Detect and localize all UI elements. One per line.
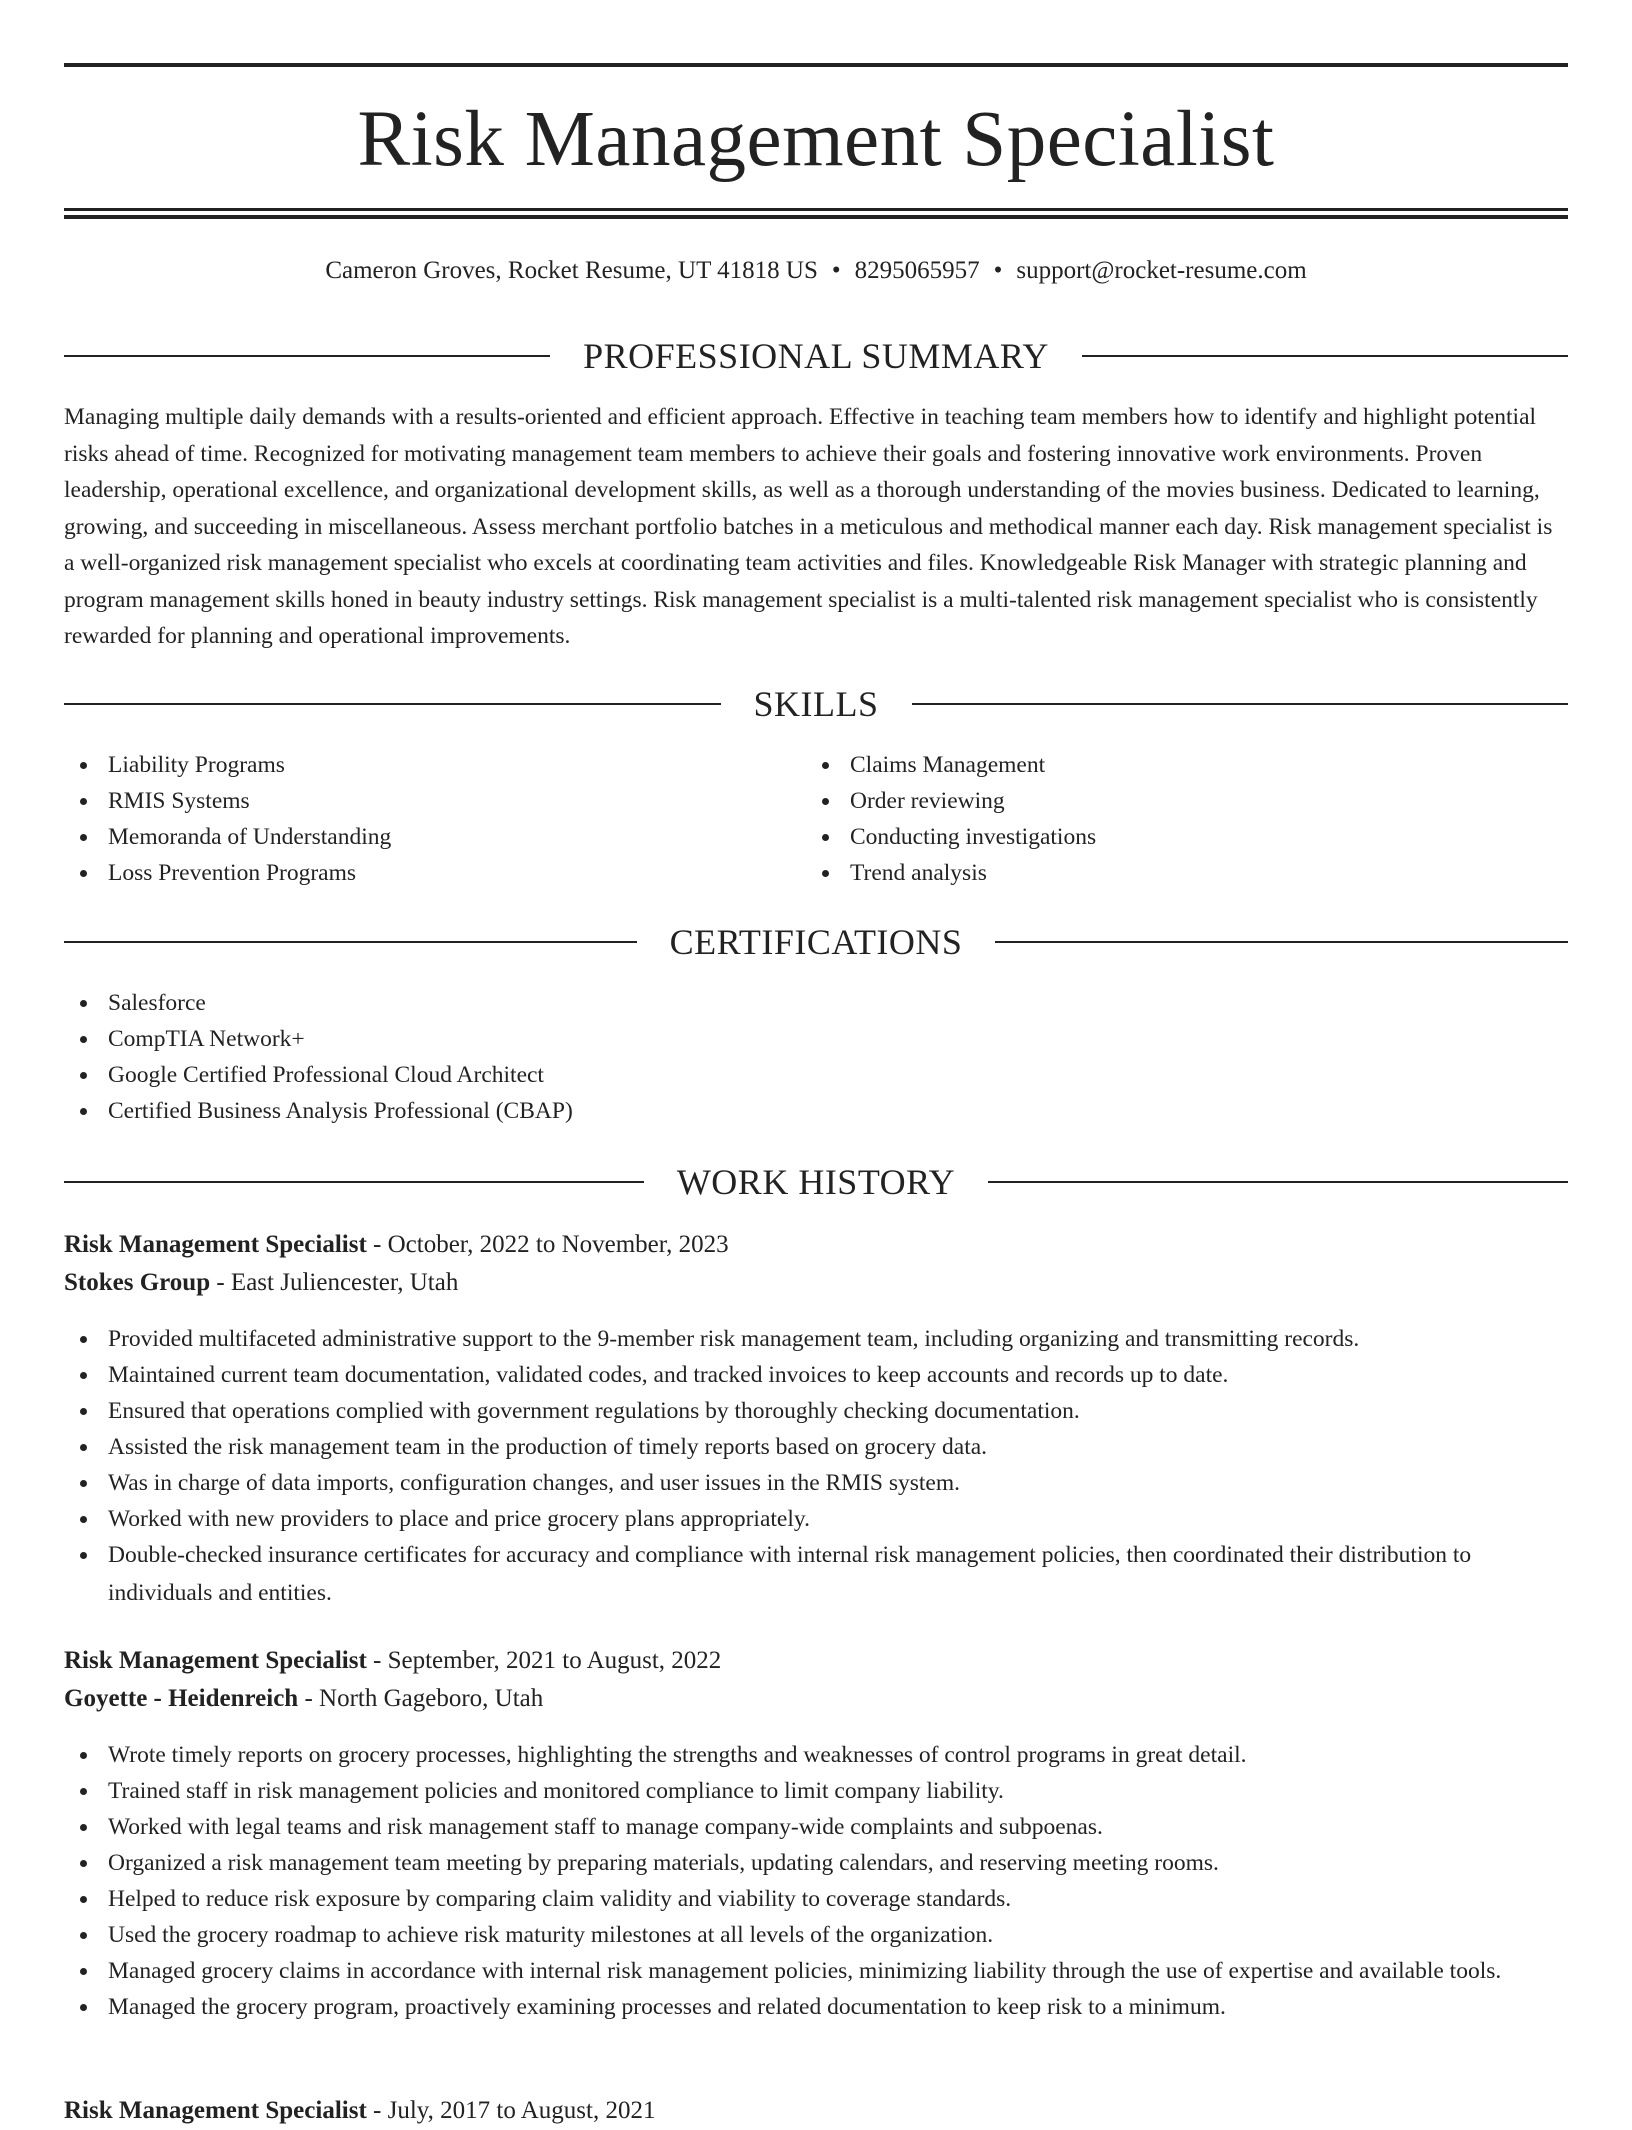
job-company: Stokes Group xyxy=(64,1269,211,1296)
certification-item: CompTIA Network+ xyxy=(64,1021,1568,1057)
contact-separator: • xyxy=(831,257,841,284)
certification-item: Certified Business Analysis Professional (CBAP) xyxy=(64,1093,1568,1129)
contact-email: support@rocket-resume.com xyxy=(1016,257,1307,284)
resume-title: Risk Management Specialist xyxy=(357,96,1275,183)
summary-heading-label: PROFESSIONAL SUMMARY xyxy=(583,336,1049,376)
contact-line xyxy=(64,252,1568,290)
job-company-line xyxy=(64,1680,1568,1718)
job-duty: Trained staff in risk management policies and monitored compliance to limit company liability. xyxy=(64,1773,1568,1809)
job-duty: Managed the grocery program, proactively examining processes and related documentation to keep risk to a minimum. xyxy=(64,1989,1568,2025)
heading-rule-right xyxy=(995,941,1568,943)
job-duty: Used the grocery roadmap to achieve risk maturity milestones at all levels of the organization. xyxy=(64,1917,1568,1953)
summary-text: Managing multiple daily demands with a results-oriented and efficient approach. Effective in teaching team members how to identify and highlight potential risks ahead of time. Recognized for motivating management team members to achieve their goals and fostering innovative work environments. Proven leadership, operational excellence, and organizational development skills, as well as a thorough understanding of the movies business. Dedicated to learning, growing, and succeeding in miscellaneous. Assess merchant portfolio batches in a meticulous and methodical manner each day. Risk management specialist is a well-organized risk management specialist who excels at coordinating team activities and files. Knowledgeable Risk Manager with strategic planning and program management skills honed in beauty industry settings. Risk management specialist is a multi-talented risk management specialist who is consistently rewarded for planning and operational improvements. xyxy=(64,404,1553,649)
heading-rule-right xyxy=(912,703,1569,705)
skill-item: Memoranda of Understanding xyxy=(64,819,764,855)
job-duty: Maintained current team documentation, validated codes, and tracked invoices to keep accounts and records up to date. xyxy=(64,1357,1568,1393)
job-duty: Assisted the risk management team in the production of timely reports based on grocery data. xyxy=(64,1429,1568,1465)
contact-address: Cameron Groves, Rocket Resume, UT 41818 US xyxy=(325,257,818,284)
job-duty: Wrote timely reports on grocery processes, highlighting the strengths and weaknesses of control programs in great detail. xyxy=(64,1737,1568,1773)
job-dates: - October, 2022 to November, 2023 xyxy=(366,1231,729,1258)
heading-rule-left xyxy=(64,703,721,705)
job-title-line xyxy=(64,1642,1568,1680)
contact-phone: 8295065957 xyxy=(854,257,980,284)
job-location: - North Gageboro, Utah xyxy=(298,1685,544,1712)
skills-list-left xyxy=(64,747,764,891)
skill-item: Order reviewing xyxy=(806,783,1506,819)
skill-item: Trend analysis xyxy=(806,855,1506,891)
job-duty: Ensured that operations complied with government regulations by thoroughly checking documentation. xyxy=(64,1393,1568,1429)
certifications-heading xyxy=(64,920,1568,964)
skill-item: Conducting investigations xyxy=(806,819,1506,855)
job-title: Risk Management Specialist xyxy=(64,1647,367,1674)
job-duty: Helped to reduce risk exposure by comparing claim validity and viability to coverage standards. xyxy=(64,1881,1568,1917)
skills-list-right xyxy=(806,747,1506,891)
certifications-list xyxy=(64,985,1568,1129)
job-company-line xyxy=(64,1264,1568,1302)
job-duty: Organized a risk management team meeting by preparing materials, updating calendars, and reserving meeting rooms. xyxy=(64,1845,1568,1881)
job-duty: Worked with legal teams and risk management staff to manage company-wide complaints and subpoenas. xyxy=(64,1809,1568,1845)
job-duty: Double-checked insurance certificates for accuracy and compliance with internal risk management policies, then coordinated their distribution to individuals and entities. xyxy=(64,1537,1568,1612)
job-title: Risk Management Specialist xyxy=(64,1231,367,1258)
job-title-line xyxy=(64,2092,1568,2130)
summary-heading xyxy=(64,334,1568,378)
top-rule xyxy=(64,63,1568,67)
certifications-heading-label: CERTIFICATIONS xyxy=(669,922,963,962)
job-dates: - July, 2017 to August, 2021 xyxy=(366,2097,656,2124)
heading-rule-left xyxy=(64,941,637,943)
title-rule-upper xyxy=(64,208,1568,211)
heading-rule-right xyxy=(1082,355,1568,357)
job-location: - East Juliencester, Utah xyxy=(210,1269,459,1296)
skill-item: RMIS Systems xyxy=(64,783,764,819)
job-duties-list xyxy=(64,1321,1568,1612)
certification-item: Salesforce xyxy=(64,985,1568,1021)
job-duty: Managed grocery claims in accordance with internal risk management policies, minimizing liability through the use of expertise and available tools. xyxy=(64,1953,1568,1989)
skills-heading xyxy=(64,682,1568,726)
job-dates: - September, 2021 to August, 2022 xyxy=(366,1647,722,1674)
contact-separator: • xyxy=(993,257,1003,284)
job-title: Risk Management Specialist xyxy=(64,2097,367,2124)
heading-rule-right xyxy=(988,1181,1568,1183)
job-duty: Was in charge of data imports, configuration changes, and user issues in the RMIS system. xyxy=(64,1465,1568,1501)
certification-item: Google Certified Professional Cloud Architect xyxy=(64,1057,1568,1093)
job-duties-list xyxy=(64,1737,1568,2025)
skills-heading-label: SKILLS xyxy=(753,684,879,724)
skill-item: Loss Prevention Programs xyxy=(64,855,764,891)
job-duty: Worked with new providers to place and price grocery plans appropriately. xyxy=(64,1501,1568,1537)
heading-rule-left xyxy=(64,1181,644,1183)
job-duty: Provided multifaceted administrative support to the 9-member risk management team, including organizing and transmitting records. xyxy=(64,1321,1568,1357)
work-history-heading xyxy=(64,1160,1568,1204)
heading-rule-left xyxy=(64,355,550,357)
job-title-line xyxy=(64,1226,1568,1264)
job-company: Goyette - Heidenreich xyxy=(64,1685,299,1712)
title-rule-lower xyxy=(64,215,1568,219)
skill-item: Liability Programs xyxy=(64,747,764,783)
skill-item: Claims Management xyxy=(806,747,1506,783)
work-history-heading-label: WORK HISTORY xyxy=(676,1162,956,1202)
